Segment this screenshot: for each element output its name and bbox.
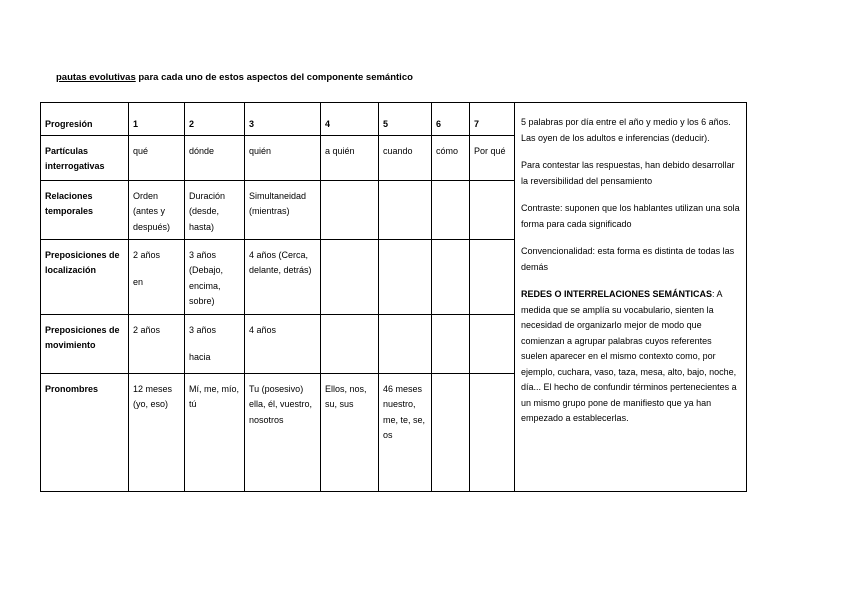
note-3: Contraste: suponen que los hablantes utilizan una sola forma para cada significado: [521, 203, 740, 229]
cell-r1-c2: dónde: [185, 135, 245, 180]
cell-r1-c5: cuando: [379, 135, 432, 180]
row-label-relaciones: Relaciones temporales: [41, 180, 129, 239]
cell-r4-c6: [432, 314, 470, 373]
row-label-movimiento: Preposiciones de movimiento: [41, 314, 129, 373]
cell-r3-c4: [321, 239, 379, 314]
cell-r5-c3: Tu (posesivo) ella, él, vuestro, nosotros: [245, 373, 321, 491]
row-label-localizacion: Preposiciones de localización: [41, 239, 129, 314]
cell-r5-c7: [470, 373, 515, 491]
cell-r5-c2: Mí, me, mío, tú: [185, 373, 245, 491]
header-6: 6: [432, 103, 470, 136]
cell-r4-c2: [185, 314, 245, 373]
cell-r2-c7: [470, 180, 515, 239]
cell-r4-c2-age: 3 años: [189, 324, 217, 335]
notes-cell: [515, 103, 747, 492]
cell-r3-c6: [432, 239, 470, 314]
cell-r2-c1: Orden (antes y después): [129, 180, 185, 239]
cell-r4-c7: [470, 314, 515, 373]
cell-r1-c6: cómo: [432, 135, 470, 180]
cell-r1-c4: a quién: [321, 135, 379, 180]
cell-r2-c6: [432, 180, 470, 239]
cell-r3-c1-en: en: [133, 277, 144, 287]
note-5-title: REDES O INTERRELACIONES SEMÁNTICAS: [521, 289, 713, 299]
cell-r5-c6: [432, 373, 470, 491]
cell-r4-c2-hacia: hacia: [189, 352, 211, 362]
note-1: 5 palabras por día entre el año y medio y los 6 años. Las oyen de los adultos e inferencias (deducir).: [521, 117, 731, 143]
cell-r3-c5: [379, 239, 432, 314]
header-2: 2: [185, 103, 245, 136]
row-label-particulas: Partículas interrogativas: [41, 135, 129, 180]
cell-r5-c5: 46 meses nuestro, me, te, se, os: [379, 373, 432, 491]
heading-underlined: pautas evolutivas: [56, 72, 136, 83]
cell-r1-c3: quién: [245, 135, 321, 180]
header-7: 7: [470, 103, 515, 136]
note-5-body: : A medida que se amplía su vocabulario, sienten la necesidad de organizarlo mejor de modo que comienzan a agrupar palabras cuyos referentes suelen aparecer en el mismo contexto como, por ejemplo, cuchara, vaso, taza, mesa, alto, bajo, noche, día... El hecho de confundir términos pertenecientes a un mismo grupo pone de manifiesto que ya han empezado a establecerlas.: [521, 289, 737, 423]
cell-r3-c1-age: 2 años: [133, 249, 161, 260]
header-3: 3: [245, 103, 321, 136]
header-5: 5: [379, 103, 432, 136]
cell-r1-c1: qué: [129, 135, 185, 180]
note-5: [521, 287, 740, 427]
cell-r5-c4: Ellos, nos, su, sus: [321, 373, 379, 491]
cell-r2-c5: [379, 180, 432, 239]
cell-r2-c4: [321, 180, 379, 239]
cell-r5-c1: 12 meses (yo, eso): [129, 373, 185, 491]
note-4: Convencionalidad: esta forma es distinta de todas las demás: [521, 246, 735, 272]
cell-r4-c1: 2 años: [129, 314, 185, 373]
header-1: 1: [129, 103, 185, 136]
header-4: 4: [321, 103, 379, 136]
cell-r1-c7: Por qué: [470, 135, 515, 180]
cell-r3-c3: 4 años (Cerca, delante, detrás): [245, 239, 321, 314]
cell-r4-c3: 4 años: [245, 314, 321, 373]
cell-r3-c1: [129, 239, 185, 314]
cell-r3-c2: 3 años (Debajo, encima, sobre): [185, 239, 245, 314]
cell-r4-c5: [379, 314, 432, 373]
heading-rest: para cada uno de estos aspectos del componente semántico: [135, 72, 413, 83]
header-progresion: Progresión: [41, 103, 129, 136]
cell-r2-c2: Duración (desde, hasta): [185, 180, 245, 239]
page-heading: [56, 72, 413, 83]
cell-r4-c4: [321, 314, 379, 373]
cell-r3-c7: [470, 239, 515, 314]
row-label-pronombres: Pronombres: [41, 373, 129, 491]
cell-r2-c3: Simultaneidad (mientras): [245, 180, 321, 239]
note-2: Para contestar las respuestas, han debido desarrollar la reversibilidad del pensamiento: [521, 160, 735, 186]
semantic-development-table: [40, 102, 747, 492]
